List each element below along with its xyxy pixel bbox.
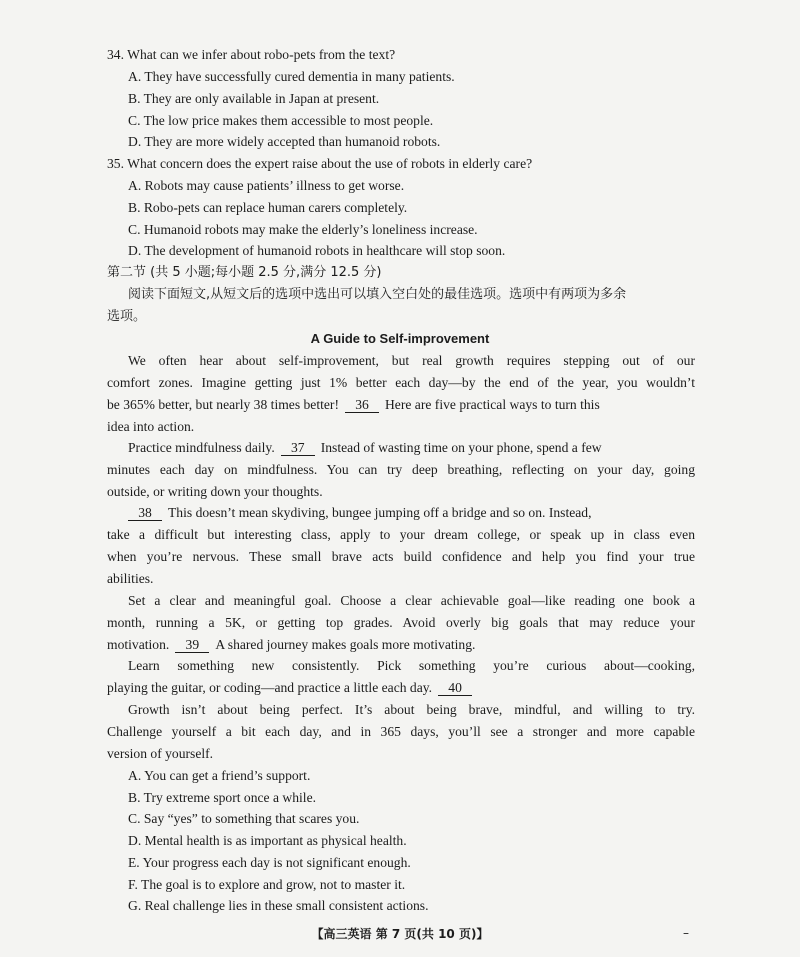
- q34-option-c: C. The low price makes them accessible to most people.: [128, 113, 434, 128]
- p1-line3: [107, 394, 600, 416]
- p5-line2-text: playing the guitar, or coding—and practice a little each day.: [107, 680, 433, 695]
- q34-option-b: B. They are only available in Japan at present.: [128, 91, 380, 106]
- blank-39[interactable]: 39: [175, 638, 209, 653]
- p1-line3-text-a: be 365% better, but nearly 38 times better!: [107, 397, 339, 412]
- p3-line2: take a difficult but interesting class, apply to your dream college, or speak up in class even: [107, 527, 695, 542]
- q35-option-a: A. Robots may cause patients’ illness to get worse.: [128, 178, 405, 193]
- q35-stem: 35. What concern does the expert raise about the use of robots in elderly care?: [107, 156, 533, 171]
- choice-d: D. Mental health is as important as physical health.: [128, 833, 407, 848]
- p6-line2: Challenge yourself a bit each day, and in 365 days, you’ll see a stronger and more capable: [107, 724, 695, 739]
- blank-37[interactable]: 37: [281, 441, 315, 456]
- q34-stem: 34. What can we infer about robo-pets from the text?: [107, 47, 396, 62]
- p3-line4: abilities.: [107, 571, 154, 586]
- p1-line3-text-b: Here are five practical ways to turn this: [384, 397, 600, 412]
- p5-line1: Learn something new consistently. Pick something you’re curious about—cooking,: [128, 658, 695, 673]
- q35-option-b: B. Robo-pets can replace human carers completely.: [128, 200, 408, 215]
- page-footer: 【高三英语 第 7 页(共 10 页)】: [311, 927, 489, 941]
- q35-option-d: D. The development of humanoid robots in healthcare will stop soon.: [128, 243, 506, 258]
- p2-line1-text-b: Instead of wasting time on your phone, spend a few: [320, 440, 602, 455]
- p6-line3: version of yourself.: [107, 746, 214, 761]
- section-instruction-line2: 选项。: [107, 309, 147, 324]
- p5-line2: [107, 677, 478, 699]
- p4-line3: [107, 634, 475, 656]
- p6-line1: Growth isn’t about being perfect. It’s about being brave, mindful, and willing to try.: [128, 702, 695, 717]
- p4-line3-text-b: A shared journey makes goals more motivating.: [215, 637, 476, 652]
- passage-title: A Guide to Self-improvement: [310, 331, 490, 346]
- p2-line1: [128, 437, 602, 459]
- p1-line1: We often hear about self-improvement, but real growth requires stepping out of our: [128, 353, 695, 368]
- p3-line1-text: This doesn’t mean skydiving, bungee jumping off a bridge and so on. Instead,: [168, 505, 592, 520]
- choice-a: A. You can get a friend’s support.: [128, 768, 311, 783]
- p3-line3: when you’re nervous. These small brave acts build confidence and help you find your true: [107, 549, 695, 564]
- q34-option-d: D. They are more widely accepted than humanoid robots.: [128, 134, 441, 149]
- p2-line1-text-a: Practice mindfulness daily.: [128, 440, 275, 455]
- choice-g: G. Real challenge lies in these small consistent actions.: [128, 898, 429, 913]
- choice-f: F. The goal is to explore and grow, not to master it.: [128, 877, 406, 892]
- blank-38[interactable]: 38: [128, 506, 162, 521]
- choice-c: C. Say “yes” to something that scares you.: [128, 811, 360, 826]
- section-instruction-line1: 阅读下面短文,从短文后的选项中选出可以填入空白处的最佳选项。选项中有两项为多余: [128, 287, 627, 302]
- choice-e: E. Your progress each day is not significant enough.: [128, 855, 411, 870]
- p3-line1: [128, 502, 591, 524]
- p4-line2: month, running a 5K, or getting top grades. Avoid overly big goals that may reduce your: [107, 615, 695, 630]
- p2-line2: minutes each day on mindfulness. You can try deep breathing, reflecting on your day, going: [107, 462, 695, 477]
- p4-line1: Set a clear and meaningful goal. Choose a clear achievable goal—like reading one book a: [128, 593, 695, 608]
- choice-b: B. Try extreme sport once a while.: [128, 790, 317, 805]
- blank-36[interactable]: 36: [345, 398, 379, 413]
- p1-line4: idea into action.: [107, 419, 195, 434]
- corner-mark: –: [683, 926, 689, 940]
- p1-line2: comfort zones. Imagine getting just 1% better each day—by the end of the year, you wouldn’t: [107, 375, 695, 390]
- p2-line3: outside, or writing down your thoughts.: [107, 484, 323, 499]
- blank-40[interactable]: 40: [438, 681, 472, 696]
- section-header: 第二节 (共 5 小题;每小题 2.5 分,满分 12.5 分): [107, 265, 382, 280]
- q34-option-a: A. They have successfully cured dementia in many patients.: [128, 69, 455, 84]
- p4-line3-text-a: motivation.: [107, 637, 170, 652]
- q35-option-c: C. Humanoid robots may make the elderly’s loneliness increase.: [128, 222, 478, 237]
